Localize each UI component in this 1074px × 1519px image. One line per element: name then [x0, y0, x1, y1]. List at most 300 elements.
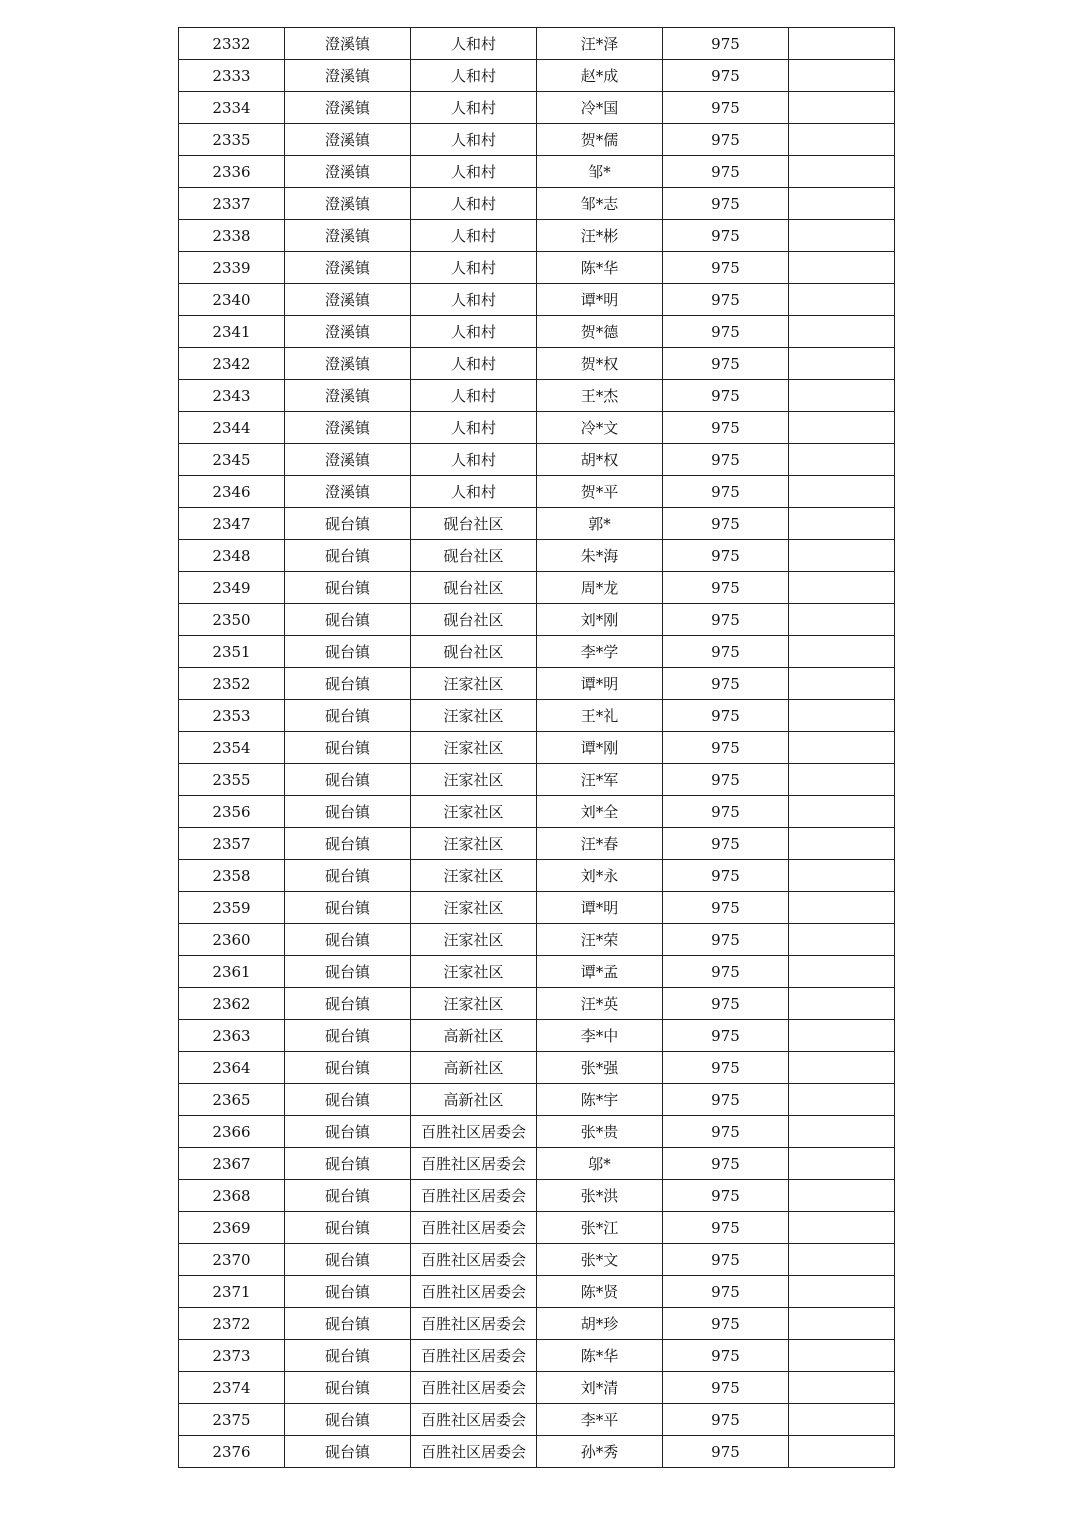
- serial-number-cell: 2353: [179, 700, 285, 732]
- amount-cell: 975: [663, 1148, 789, 1180]
- town-cell: 砚台镇: [285, 1212, 411, 1244]
- name-cell: 汪*荣: [537, 924, 663, 956]
- amount-cell: 975: [663, 1244, 789, 1276]
- amount-cell: 975: [663, 412, 789, 444]
- town-cell: 澄溪镇: [285, 284, 411, 316]
- remark-cell: [789, 1308, 895, 1340]
- name-cell: 汪*英: [537, 988, 663, 1020]
- amount-cell: 975: [663, 1116, 789, 1148]
- name-cell: 周*龙: [537, 572, 663, 604]
- table-row: [179, 732, 895, 764]
- table-row: [179, 572, 895, 604]
- village-cell: 汪家社区: [411, 988, 537, 1020]
- town-cell: 砚台镇: [285, 892, 411, 924]
- village-cell: 百胜社区居委会: [411, 1404, 537, 1436]
- remark-cell: [789, 60, 895, 92]
- name-cell: 刘*刚: [537, 604, 663, 636]
- remark-cell: [789, 668, 895, 700]
- serial-number-cell: 2334: [179, 92, 285, 124]
- town-cell: 砚台镇: [285, 1116, 411, 1148]
- amount-cell: 975: [663, 124, 789, 156]
- table-row: [179, 668, 895, 700]
- town-cell: 澄溪镇: [285, 444, 411, 476]
- remark-cell: [789, 540, 895, 572]
- remark-cell: [789, 572, 895, 604]
- roster-table: [178, 27, 895, 1468]
- remark-cell: [789, 284, 895, 316]
- table-row: [179, 92, 895, 124]
- amount-cell: 975: [663, 348, 789, 380]
- amount-cell: 975: [663, 668, 789, 700]
- amount-cell: 975: [663, 380, 789, 412]
- serial-number-cell: 2356: [179, 796, 285, 828]
- serial-number-cell: 2348: [179, 540, 285, 572]
- village-cell: 汪家社区: [411, 892, 537, 924]
- remark-cell: [789, 1276, 895, 1308]
- amount-cell: 975: [663, 1180, 789, 1212]
- table-row: [179, 924, 895, 956]
- serial-number-cell: 2355: [179, 764, 285, 796]
- table-row: [179, 1340, 895, 1372]
- amount-cell: 975: [663, 60, 789, 92]
- table-row: [179, 284, 895, 316]
- town-cell: 砚台镇: [285, 924, 411, 956]
- village-cell: 砚台社区: [411, 636, 537, 668]
- serial-number-cell: 2357: [179, 828, 285, 860]
- town-cell: 澄溪镇: [285, 316, 411, 348]
- name-cell: 汪*彬: [537, 220, 663, 252]
- serial-number-cell: 2374: [179, 1372, 285, 1404]
- serial-number-cell: 2343: [179, 380, 285, 412]
- serial-number-cell: 2376: [179, 1436, 285, 1468]
- remark-cell: [789, 732, 895, 764]
- name-cell: 胡*权: [537, 444, 663, 476]
- town-cell: 砚台镇: [285, 540, 411, 572]
- name-cell: 邬*: [537, 1148, 663, 1180]
- serial-number-cell: 2358: [179, 860, 285, 892]
- village-cell: 人和村: [411, 188, 537, 220]
- name-cell: 刘*清: [537, 1372, 663, 1404]
- table-row: [179, 1116, 895, 1148]
- remark-cell: [789, 828, 895, 860]
- serial-number-cell: 2333: [179, 60, 285, 92]
- town-cell: 砚台镇: [285, 1052, 411, 1084]
- remark-cell: [789, 188, 895, 220]
- village-cell: 人和村: [411, 444, 537, 476]
- town-cell: 砚台镇: [285, 1404, 411, 1436]
- town-cell: 澄溪镇: [285, 188, 411, 220]
- town-cell: 澄溪镇: [285, 252, 411, 284]
- town-cell: 砚台镇: [285, 956, 411, 988]
- amount-cell: 975: [663, 444, 789, 476]
- village-cell: 汪家社区: [411, 860, 537, 892]
- table-row: [179, 1020, 895, 1052]
- remark-cell: [789, 92, 895, 124]
- table-row: [179, 828, 895, 860]
- town-cell: 砚台镇: [285, 1084, 411, 1116]
- table-row: [179, 988, 895, 1020]
- table-row: [179, 188, 895, 220]
- table-row: [179, 220, 895, 252]
- serial-number-cell: 2354: [179, 732, 285, 764]
- serial-number-cell: 2371: [179, 1276, 285, 1308]
- name-cell: 张*洪: [537, 1180, 663, 1212]
- amount-cell: 975: [663, 892, 789, 924]
- name-cell: 贺*德: [537, 316, 663, 348]
- village-cell: 百胜社区居委会: [411, 1244, 537, 1276]
- table-row: [179, 156, 895, 188]
- village-cell: 百胜社区居委会: [411, 1308, 537, 1340]
- village-cell: 人和村: [411, 60, 537, 92]
- amount-cell: 975: [663, 540, 789, 572]
- name-cell: 谭*明: [537, 668, 663, 700]
- remark-cell: [789, 1244, 895, 1276]
- amount-cell: 975: [663, 316, 789, 348]
- serial-number-cell: 2373: [179, 1340, 285, 1372]
- amount-cell: 975: [663, 92, 789, 124]
- remark-cell: [789, 988, 895, 1020]
- serial-number-cell: 2359: [179, 892, 285, 924]
- town-cell: 砚台镇: [285, 1276, 411, 1308]
- village-cell: 人和村: [411, 92, 537, 124]
- remark-cell: [789, 956, 895, 988]
- village-cell: 高新社区: [411, 1020, 537, 1052]
- village-cell: 人和村: [411, 380, 537, 412]
- roster-table-body: [179, 28, 895, 1468]
- name-cell: 王*礼: [537, 700, 663, 732]
- town-cell: 砚台镇: [285, 828, 411, 860]
- amount-cell: 975: [663, 956, 789, 988]
- remark-cell: [789, 636, 895, 668]
- remark-cell: [789, 924, 895, 956]
- village-cell: 人和村: [411, 28, 537, 60]
- amount-cell: 975: [663, 700, 789, 732]
- town-cell: 澄溪镇: [285, 220, 411, 252]
- serial-number-cell: 2367: [179, 1148, 285, 1180]
- remark-cell: [789, 28, 895, 60]
- name-cell: 郭*: [537, 508, 663, 540]
- serial-number-cell: 2375: [179, 1404, 285, 1436]
- remark-cell: [789, 700, 895, 732]
- town-cell: 砚台镇: [285, 1436, 411, 1468]
- serial-number-cell: 2342: [179, 348, 285, 380]
- serial-number-cell: 2339: [179, 252, 285, 284]
- village-cell: 百胜社区居委会: [411, 1372, 537, 1404]
- name-cell: 贺*儒: [537, 124, 663, 156]
- remark-cell: [789, 1148, 895, 1180]
- table-row: [179, 28, 895, 60]
- village-cell: 百胜社区居委会: [411, 1276, 537, 1308]
- remark-cell: [789, 1372, 895, 1404]
- name-cell: 冷*国: [537, 92, 663, 124]
- remark-cell: [789, 476, 895, 508]
- name-cell: 谭*孟: [537, 956, 663, 988]
- table-row: [179, 892, 895, 924]
- name-cell: 陈*贤: [537, 1276, 663, 1308]
- village-cell: 百胜社区居委会: [411, 1148, 537, 1180]
- table-row: [179, 508, 895, 540]
- amount-cell: 975: [663, 1276, 789, 1308]
- serial-number-cell: 2332: [179, 28, 285, 60]
- name-cell: 李*平: [537, 1404, 663, 1436]
- serial-number-cell: 2346: [179, 476, 285, 508]
- town-cell: 澄溪镇: [285, 92, 411, 124]
- serial-number-cell: 2350: [179, 604, 285, 636]
- town-cell: 澄溪镇: [285, 380, 411, 412]
- amount-cell: 975: [663, 988, 789, 1020]
- village-cell: 汪家社区: [411, 924, 537, 956]
- village-cell: 百胜社区居委会: [411, 1340, 537, 1372]
- town-cell: 砚台镇: [285, 508, 411, 540]
- amount-cell: 975: [663, 252, 789, 284]
- remark-cell: [789, 412, 895, 444]
- serial-number-cell: 2340: [179, 284, 285, 316]
- remark-cell: [789, 316, 895, 348]
- town-cell: 澄溪镇: [285, 156, 411, 188]
- serial-number-cell: 2370: [179, 1244, 285, 1276]
- amount-cell: 975: [663, 1436, 789, 1468]
- town-cell: 澄溪镇: [285, 476, 411, 508]
- name-cell: 贺*权: [537, 348, 663, 380]
- remark-cell: [789, 1084, 895, 1116]
- village-cell: 汪家社区: [411, 700, 537, 732]
- name-cell: 赵*成: [537, 60, 663, 92]
- remark-cell: [789, 796, 895, 828]
- table-row: [179, 1308, 895, 1340]
- serial-number-cell: 2363: [179, 1020, 285, 1052]
- village-cell: 砚台社区: [411, 572, 537, 604]
- remark-cell: [789, 252, 895, 284]
- town-cell: 澄溪镇: [285, 124, 411, 156]
- name-cell: 张*贵: [537, 1116, 663, 1148]
- village-cell: 高新社区: [411, 1052, 537, 1084]
- amount-cell: 975: [663, 572, 789, 604]
- remark-cell: [789, 860, 895, 892]
- table-row: [179, 412, 895, 444]
- serial-number-cell: 2361: [179, 956, 285, 988]
- village-cell: 汪家社区: [411, 828, 537, 860]
- name-cell: 李*中: [537, 1020, 663, 1052]
- town-cell: 澄溪镇: [285, 348, 411, 380]
- amount-cell: 975: [663, 188, 789, 220]
- amount-cell: 975: [663, 508, 789, 540]
- town-cell: 砚台镇: [285, 1180, 411, 1212]
- table-row: [179, 476, 895, 508]
- village-cell: 人和村: [411, 348, 537, 380]
- remark-cell: [789, 444, 895, 476]
- remark-cell: [789, 1212, 895, 1244]
- amount-cell: 975: [663, 220, 789, 252]
- town-cell: 砚台镇: [285, 1372, 411, 1404]
- name-cell: 朱*海: [537, 540, 663, 572]
- remark-cell: [789, 380, 895, 412]
- amount-cell: 975: [663, 732, 789, 764]
- table-row: [179, 1180, 895, 1212]
- amount-cell: 975: [663, 796, 789, 828]
- table-row: [179, 444, 895, 476]
- amount-cell: 975: [663, 764, 789, 796]
- village-cell: 百胜社区居委会: [411, 1436, 537, 1468]
- town-cell: 砚台镇: [285, 1148, 411, 1180]
- village-cell: 人和村: [411, 412, 537, 444]
- name-cell: 张*强: [537, 1052, 663, 1084]
- town-cell: 砚台镇: [285, 1244, 411, 1276]
- name-cell: 谭*明: [537, 284, 663, 316]
- village-cell: 人和村: [411, 124, 537, 156]
- table-row: [179, 1084, 895, 1116]
- amount-cell: 975: [663, 1308, 789, 1340]
- table-row: [179, 252, 895, 284]
- remark-cell: [789, 156, 895, 188]
- table-row: [179, 860, 895, 892]
- table-row: [179, 1372, 895, 1404]
- town-cell: 澄溪镇: [285, 60, 411, 92]
- serial-number-cell: 2349: [179, 572, 285, 604]
- town-cell: 砚台镇: [285, 1340, 411, 1372]
- serial-number-cell: 2365: [179, 1084, 285, 1116]
- village-cell: 百胜社区居委会: [411, 1180, 537, 1212]
- town-cell: 澄溪镇: [285, 28, 411, 60]
- table-row: [179, 1212, 895, 1244]
- name-cell: 陈*华: [537, 1340, 663, 1372]
- village-cell: 人和村: [411, 252, 537, 284]
- name-cell: 谭*刚: [537, 732, 663, 764]
- village-cell: 人和村: [411, 156, 537, 188]
- town-cell: 砚台镇: [285, 668, 411, 700]
- table-row: [179, 316, 895, 348]
- table-row: [179, 1052, 895, 1084]
- name-cell: 张*文: [537, 1244, 663, 1276]
- amount-cell: 975: [663, 604, 789, 636]
- serial-number-cell: 2368: [179, 1180, 285, 1212]
- serial-number-cell: 2369: [179, 1212, 285, 1244]
- serial-number-cell: 2360: [179, 924, 285, 956]
- village-cell: 百胜社区居委会: [411, 1212, 537, 1244]
- name-cell: 刘*永: [537, 860, 663, 892]
- amount-cell: 975: [663, 636, 789, 668]
- name-cell: 冷*文: [537, 412, 663, 444]
- remark-cell: [789, 220, 895, 252]
- serial-number-cell: 2335: [179, 124, 285, 156]
- amount-cell: 975: [663, 1340, 789, 1372]
- village-cell: 汪家社区: [411, 732, 537, 764]
- town-cell: 砚台镇: [285, 860, 411, 892]
- remark-cell: [789, 1180, 895, 1212]
- amount-cell: 975: [663, 1404, 789, 1436]
- table-row: [179, 540, 895, 572]
- table-row: [179, 60, 895, 92]
- amount-cell: 975: [663, 1212, 789, 1244]
- remark-cell: [789, 604, 895, 636]
- village-cell: 砚台社区: [411, 508, 537, 540]
- village-cell: 汪家社区: [411, 764, 537, 796]
- remark-cell: [789, 1020, 895, 1052]
- serial-number-cell: 2362: [179, 988, 285, 1020]
- remark-cell: [789, 1052, 895, 1084]
- table-row: [179, 380, 895, 412]
- village-cell: 人和村: [411, 284, 537, 316]
- amount-cell: 975: [663, 1084, 789, 1116]
- remark-cell: [789, 348, 895, 380]
- amount-cell: 975: [663, 1052, 789, 1084]
- table-row: [179, 956, 895, 988]
- serial-number-cell: 2336: [179, 156, 285, 188]
- village-cell: 汪家社区: [411, 796, 537, 828]
- village-cell: 砚台社区: [411, 604, 537, 636]
- table-row: [179, 124, 895, 156]
- table-row: [179, 1436, 895, 1468]
- remark-cell: [789, 892, 895, 924]
- amount-cell: 975: [663, 284, 789, 316]
- amount-cell: 975: [663, 28, 789, 60]
- village-cell: 百胜社区居委会: [411, 1116, 537, 1148]
- amount-cell: 975: [663, 924, 789, 956]
- name-cell: 贺*平: [537, 476, 663, 508]
- table-row: [179, 796, 895, 828]
- town-cell: 砚台镇: [285, 988, 411, 1020]
- village-cell: 人和村: [411, 316, 537, 348]
- remark-cell: [789, 124, 895, 156]
- serial-number-cell: 2352: [179, 668, 285, 700]
- town-cell: 砚台镇: [285, 1308, 411, 1340]
- amount-cell: 975: [663, 156, 789, 188]
- town-cell: 砚台镇: [285, 636, 411, 668]
- table-row: [179, 1276, 895, 1308]
- town-cell: 砚台镇: [285, 572, 411, 604]
- table-row: [179, 1148, 895, 1180]
- table-row: [179, 636, 895, 668]
- village-cell: 高新社区: [411, 1084, 537, 1116]
- serial-number-cell: 2372: [179, 1308, 285, 1340]
- amount-cell: 975: [663, 828, 789, 860]
- name-cell: 汪*泽: [537, 28, 663, 60]
- name-cell: 陈*华: [537, 252, 663, 284]
- remark-cell: [789, 764, 895, 796]
- remark-cell: [789, 1340, 895, 1372]
- amount-cell: 975: [663, 476, 789, 508]
- village-cell: 砚台社区: [411, 540, 537, 572]
- name-cell: 邹*志: [537, 188, 663, 220]
- remark-cell: [789, 1116, 895, 1148]
- name-cell: 刘*全: [537, 796, 663, 828]
- table-row: [179, 764, 895, 796]
- village-cell: 人和村: [411, 476, 537, 508]
- village-cell: 汪家社区: [411, 956, 537, 988]
- serial-number-cell: 2347: [179, 508, 285, 540]
- town-cell: 砚台镇: [285, 604, 411, 636]
- name-cell: 李*学: [537, 636, 663, 668]
- name-cell: 胡*珍: [537, 1308, 663, 1340]
- amount-cell: 975: [663, 860, 789, 892]
- serial-number-cell: 2341: [179, 316, 285, 348]
- table-row: [179, 348, 895, 380]
- serial-number-cell: 2364: [179, 1052, 285, 1084]
- name-cell: 汪*军: [537, 764, 663, 796]
- town-cell: 澄溪镇: [285, 412, 411, 444]
- table-row: [179, 604, 895, 636]
- town-cell: 砚台镇: [285, 796, 411, 828]
- town-cell: 砚台镇: [285, 700, 411, 732]
- remark-cell: [789, 508, 895, 540]
- name-cell: 邹*: [537, 156, 663, 188]
- serial-number-cell: 2351: [179, 636, 285, 668]
- table-row: [179, 700, 895, 732]
- name-cell: 孙*秀: [537, 1436, 663, 1468]
- serial-number-cell: 2366: [179, 1116, 285, 1148]
- amount-cell: 975: [663, 1020, 789, 1052]
- name-cell: 王*杰: [537, 380, 663, 412]
- town-cell: 砚台镇: [285, 1020, 411, 1052]
